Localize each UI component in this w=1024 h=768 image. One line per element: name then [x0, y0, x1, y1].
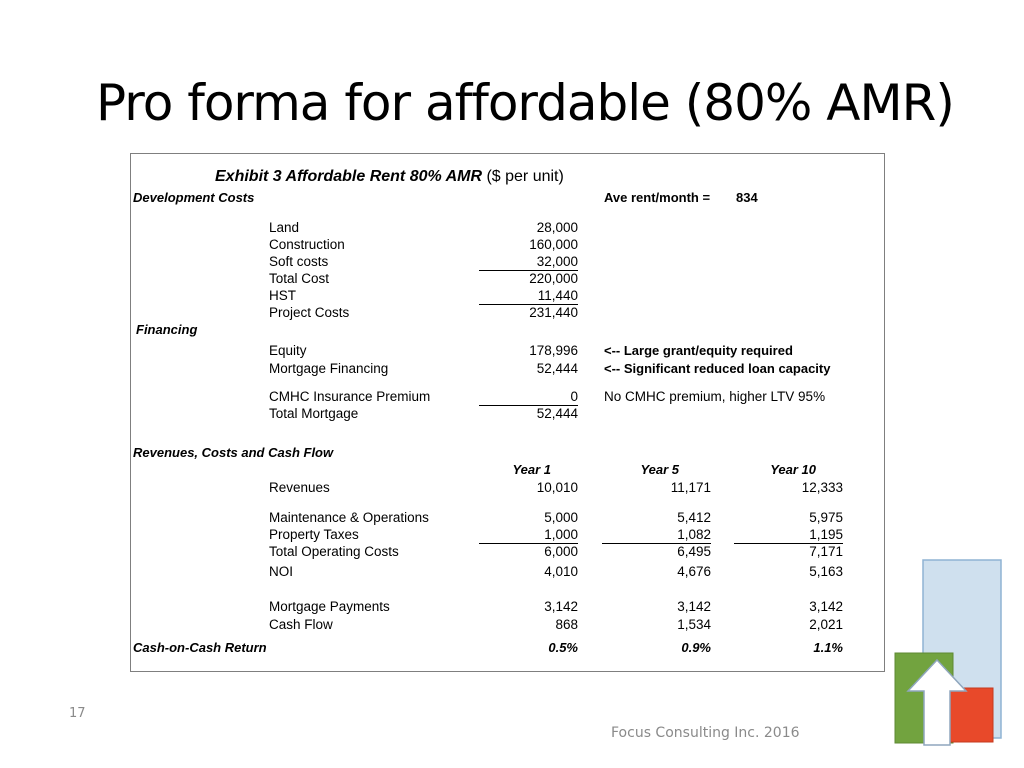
- rev-row-label: Maintenance & Operations: [269, 510, 429, 525]
- dev-row-label: HST: [269, 288, 296, 303]
- cash-on-cash-value: 1.1%: [813, 640, 843, 655]
- cash-on-cash-value: 0.9%: [681, 640, 711, 655]
- rev-row-value: 3,142: [544, 599, 578, 614]
- fin-row-label: CMHC Insurance Premium: [269, 389, 431, 404]
- dev-row-value: 231,440: [529, 305, 578, 320]
- year-header: Year 5: [640, 462, 679, 477]
- rev-row-value: 6,000: [544, 544, 578, 559]
- rev-row-value: 1,082: [602, 527, 711, 544]
- revenues-heading: Revenues, Costs and Cash Flow: [133, 445, 334, 460]
- fin-row-value: 178,996: [529, 343, 578, 358]
- exhibit-title-suffix: ($ per unit): [486, 168, 564, 185]
- dev-row-value: 220,000: [529, 271, 578, 286]
- slide-title: Pro forma for affordable (80% AMR): [96, 74, 954, 132]
- rev-row-value: 11,171: [670, 480, 711, 495]
- dev-row-value: 11,440: [479, 288, 578, 305]
- rev-row-label: Property Taxes: [269, 527, 359, 542]
- footer-text: Focus Consulting Inc. 2016: [611, 725, 800, 741]
- rev-row-value: 1,000: [479, 527, 578, 544]
- rev-row-value: 12,333: [801, 480, 843, 495]
- rev-row-value: 5,000: [544, 510, 578, 525]
- rev-row-value: 3,142: [677, 599, 711, 614]
- slide-number: 17: [69, 706, 86, 721]
- rev-row-value: 4,010: [544, 564, 578, 579]
- up-arrow-logo-icon: [893, 559, 1005, 747]
- rev-row-value: 7,171: [809, 544, 843, 559]
- dev-row-value: 160,000: [529, 237, 578, 252]
- dev-row-label: Land: [269, 220, 300, 235]
- fin-row-label: Equity: [269, 343, 307, 358]
- rev-row-label: NOI: [269, 564, 294, 579]
- cash-on-cash-label: Cash-on-Cash Return: [133, 640, 267, 655]
- dev-row-label: Construction: [269, 237, 345, 252]
- dev-row-value: 32,000: [479, 254, 578, 271]
- year-header: Year 1: [512, 462, 551, 477]
- rev-row-value: 5,412: [677, 510, 711, 525]
- fin-row-value: 52,444: [536, 361, 578, 376]
- exhibit-title: Exhibit 3 Affordable Rent 80% AMR: [215, 168, 482, 185]
- rev-row-label: Mortgage Payments: [269, 599, 390, 614]
- rev-row-value: 2,021: [809, 617, 843, 632]
- dev-row-label: Total Cost: [269, 271, 330, 286]
- exhibit-title-line: [215, 169, 564, 185]
- year-header: Year 10: [770, 462, 816, 477]
- rev-row-label: Revenues: [269, 480, 330, 495]
- fin-row-note: No CMHC premium, higher LTV 95%: [604, 389, 826, 404]
- financing-heading: Financing: [136, 322, 198, 337]
- ave-rent-label: Ave rent/month =: [604, 190, 711, 205]
- fin-row-label: Mortgage Financing: [269, 361, 389, 376]
- fin-row-note: <-- Significant reduced loan capacity: [604, 361, 831, 376]
- development-costs-heading: Development Costs: [133, 190, 255, 205]
- rev-row-value: 868: [555, 617, 578, 632]
- rev-row-value: 3,142: [809, 599, 843, 614]
- fin-row-label: Total Mortgage: [269, 406, 359, 421]
- rev-row-label: Cash Flow: [269, 617, 333, 632]
- rev-row-value: 6,495: [677, 544, 711, 559]
- rev-row-value: 1,195: [734, 527, 843, 544]
- rev-row-value: 5,975: [809, 510, 843, 525]
- dev-row-label: Soft costs: [269, 254, 329, 269]
- fin-row-value: 52,444: [536, 406, 578, 421]
- ave-rent-value: 834: [736, 190, 758, 205]
- dev-row-label: Project Costs: [269, 305, 350, 320]
- dev-row-value: 28,000: [536, 220, 578, 235]
- fin-row-note: <-- Large grant/equity required: [604, 343, 793, 358]
- rev-row-value: 1,534: [677, 617, 711, 632]
- rev-row-value: 5,163: [809, 564, 843, 579]
- rev-row-label: Total Operating Costs: [269, 544, 399, 559]
- cash-on-cash-value: 0.5%: [548, 640, 578, 655]
- rev-row-value: 10,010: [536, 480, 578, 495]
- exhibit-table: [130, 153, 885, 672]
- rev-row-value: 4,676: [677, 564, 711, 579]
- fin-row-value: 0: [479, 389, 578, 406]
